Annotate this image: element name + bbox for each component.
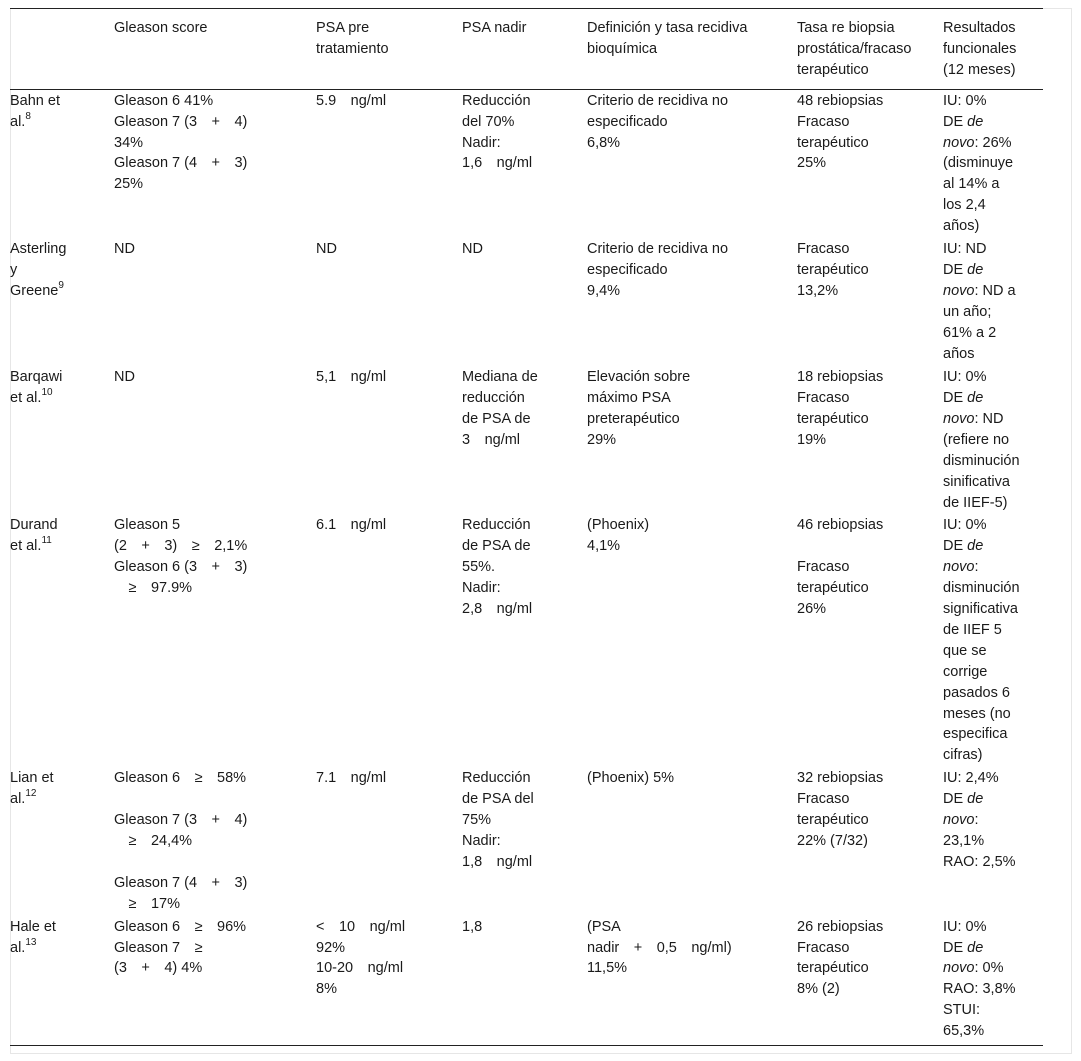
- funcionales-cell: IU: ND DE de novo: ND a un año; 61% a 2 años: [943, 241, 1016, 362]
- definicion-cell: Criterio de recidiva no especificado 9,4%: [587, 241, 729, 299]
- funcionales-cell: IU: 0% DE de novo: 26% (disminuye al 14% a los 2,4 años): [943, 92, 1014, 235]
- gleason-cell: Gleason 5 (2 + 3) ≥ 2,1% Gleason 6 (3 + 3) ≥ 97.9%: [114, 517, 248, 597]
- header-row: [10, 9, 1043, 90]
- reference-superscript: 9: [58, 280, 64, 292]
- psa-pre-cell: < 10 ng/ml 92% 10-20 ng/ml 8%: [316, 916, 462, 1046]
- biopsia-cell: 46 rebiopsias Fracaso terapéutico 26%: [797, 517, 884, 618]
- definicion-cell: (Phoenix) 5%: [587, 770, 675, 787]
- gleason-cell: Gleason 6 ≥ 58% Gleason 7 (3 + 4) ≥ 24,4% Gleason 7 (4 + 3) ≥ 17%: [114, 770, 248, 912]
- psa-nadir-cell: 1,8: [462, 916, 587, 1046]
- gleason-cell: ND: [114, 369, 135, 386]
- header-author: [10, 9, 114, 90]
- table-row: [10, 514, 1043, 767]
- author-cell: Hale et al.$^{13}$: [10, 916, 114, 1046]
- header-psa-pre: PSA pre tratamiento: [316, 9, 462, 90]
- table-row: [10, 767, 1043, 915]
- table-row: [10, 89, 1043, 238]
- psa-pre-cell: 5,1 ng/ml: [316, 369, 387, 386]
- reference-superscript: 13: [25, 936, 37, 948]
- psa-pre-cell: ND: [316, 241, 337, 258]
- author-cell: Bahn et al.$^8$: [10, 92, 60, 130]
- author-cell: Barqawi et al.$^{10}$: [10, 369, 63, 406]
- psa-pre-cell: 7.1 ng/ml: [316, 770, 387, 787]
- biopsia-cell: 18 rebiopsias Fracaso terapéutico 19%: [797, 369, 884, 448]
- header-definicion: Definición y tasa recidiva bioquímica: [587, 9, 797, 90]
- psa-nadir-cell: Mediana de reducción de PSA de 3 ng/ml: [462, 369, 538, 448]
- psa-nadir-cell: Reducción de PSA de 55%. Nadir: 2,8 ng/ml: [462, 517, 533, 618]
- reference-superscript: 10: [41, 387, 53, 399]
- definicion-cell: Criterio de recidiva no especificado 6,8%: [587, 92, 729, 151]
- table-row: [10, 238, 1043, 366]
- funcionales-cell: IU: 2,4% DE de novo: 23,1% RAO: 2,5%: [943, 770, 1016, 870]
- funcionales-cell: IU: 0% DE de novo: 0% RAO: 3,8% STUI: 65,3%: [943, 916, 1043, 1046]
- definicion-cell: (Phoenix) 4,1%: [587, 517, 650, 555]
- header-gleason: Gleason score: [114, 9, 316, 90]
- reference-superscript: 12: [25, 788, 37, 800]
- gleason-cell: Gleason 6 41% Gleason 7 (3 + 4) 34% Gleason 7 (4 + 3) 25%: [114, 92, 248, 193]
- definicion-cell: (PSA nadir + 0,5 ng/ml) 11,5%: [587, 916, 797, 1046]
- funcionales-cell: IU: 0% DE de novo: ND (refiere no disminución sinificativa de IIEF-5): [943, 369, 1020, 511]
- biopsia-cell: Fracaso terapéutico 13,2%: [797, 241, 869, 299]
- psa-pre-cell: 6.1 ng/ml: [316, 517, 387, 534]
- author-cell: Lian et al.$^{12}$: [10, 770, 54, 808]
- author-cell: Asterling y Greene$^9$: [10, 241, 67, 299]
- psa-nadir-cell: ND: [462, 241, 483, 258]
- table-row: [10, 366, 1043, 514]
- definicion-cell: Elevación sobre máximo PSA preterapéutico 29%: [587, 369, 691, 448]
- header-funcionales: Resultados funcionales (12 meses): [943, 9, 1043, 90]
- psa-nadir-cell: Reducción de PSA del 75% Nadir: 1,8 ng/ml: [462, 770, 534, 870]
- psa-pre-cell: 5.9 ng/ml: [316, 92, 387, 109]
- author-cell: Durand et al.$^{11}$: [10, 517, 58, 555]
- funcionales-cell: IU: 0% DE de novo: disminución significativa de IIEF 5 que se corrige pasados 6 meses (no especifica cifras): [943, 517, 1020, 764]
- reference-superscript: 11: [41, 535, 52, 547]
- header-biopsia: Tasa re biopsia prostática/fracaso terapéutico: [797, 9, 943, 90]
- results-table: [10, 8, 1043, 1046]
- gleason-cell: ND: [114, 241, 135, 258]
- table-row: [10, 916, 1043, 1046]
- psa-nadir-cell: Reducción del 70% Nadir: 1,6 ng/ml: [462, 92, 533, 172]
- biopsia-cell: 48 rebiopsias Fracaso terapéutico 25%: [797, 92, 884, 172]
- gleason-cell: Gleason 6 ≥ 96% Gleason 7 ≥ (3 + 4) 4%: [114, 916, 316, 1046]
- biopsia-cell: 32 rebiopsias Fracaso terapéutico 22% (7/32): [797, 770, 884, 849]
- reference-superscript: 8: [25, 110, 31, 122]
- header-psa-nadir: PSA nadir: [462, 9, 587, 90]
- biopsia-cell: 26 rebiopsias Fracaso terapéutico 8% (2): [797, 916, 943, 1046]
